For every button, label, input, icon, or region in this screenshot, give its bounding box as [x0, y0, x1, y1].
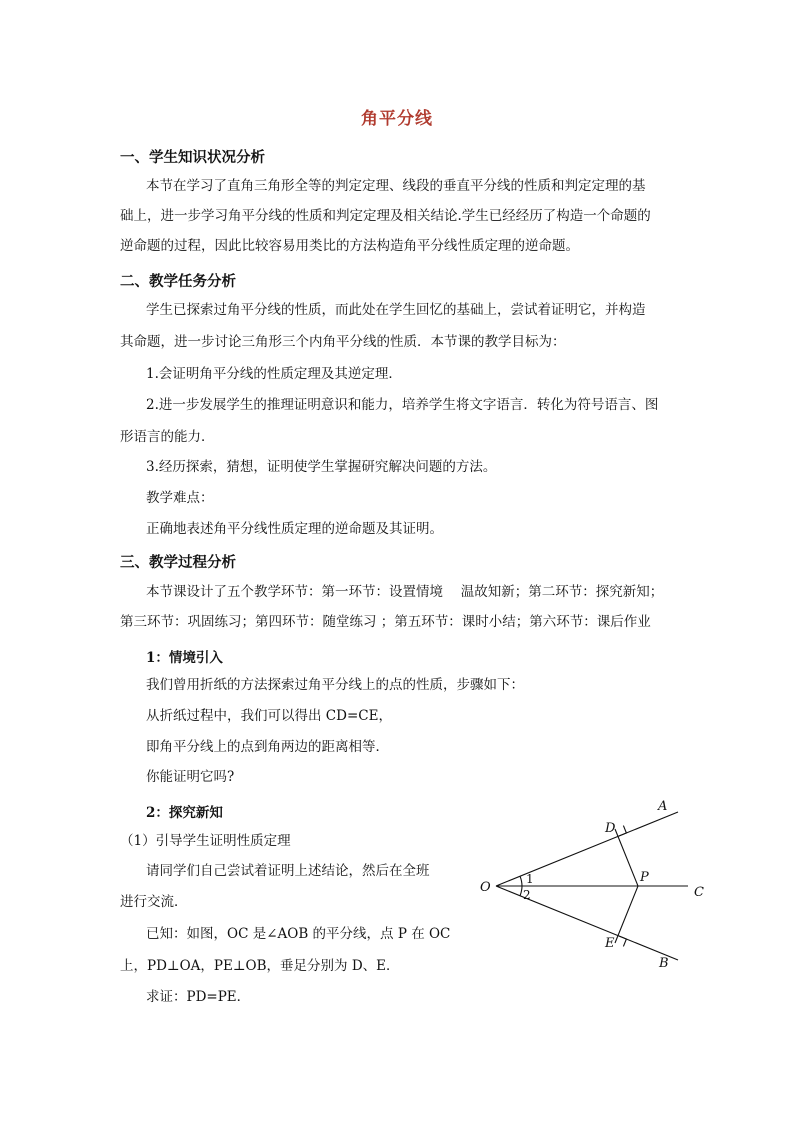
paragraph-line: 础上，进一步学习角平分线的性质和判定定理及相关结论.学生已经经历了构造一个命题的 [120, 208, 651, 224]
objective-item-2: 2.进一步发展学生的推理证明意识和能力，培养学生将文字语言．转化为符号语言、图 [146, 397, 659, 413]
paragraph-line: 第三环节：巩固练习；第四环节：随堂练习 ；第五环节：课时小结；第六环节：课后作业 [120, 614, 651, 630]
paragraph-line: 其命题，进一步讨论三角形三个内角平分线的性质．本节课的教学目标为： [120, 334, 566, 350]
label-b: B [659, 956, 669, 971]
objective-item-1: 1.会证明角平分线的性质定理及其逆定理． [146, 366, 402, 382]
label-d: D [605, 821, 616, 836]
objective-item-3: 3.经历探索，猜想，证明使学生掌握研究解决问题的方法。 [146, 459, 497, 475]
label-p: P [640, 870, 649, 885]
paragraph-line: 你能证明它吗? [146, 769, 235, 785]
right-angle-mark-d [619, 826, 626, 836]
paragraph-line: 逆命题的过程，因此比较容易用类比的方法构造角平分线性质定理的逆命题。 [120, 238, 579, 254]
page-title: 角平分线 [361, 109, 433, 129]
given-text-cont: 上，PD⊥OA，PE⊥OB，垂足分别为 D、E． [120, 958, 400, 974]
difficulty-label: 教学难点： [146, 490, 214, 506]
paragraph-line: 即角平分线上的点到角两边的距离相等． [146, 739, 389, 755]
label-angle-2: 2 [523, 888, 531, 902]
segment-pe [615, 886, 638, 943]
label-e: E [605, 936, 615, 951]
difficulty-text: 正确地表述角平分线性质定理的逆命题及其证明。 [146, 521, 443, 537]
label-angle-1: 1 [526, 872, 534, 886]
segment-pd [615, 829, 638, 886]
step-heading-2: 2：探究新知 [146, 805, 223, 821]
label-a: A [658, 799, 668, 814]
label-o: O [480, 880, 491, 895]
step-heading-1: 1：情境引入 [146, 650, 223, 666]
section-heading-1: 一、学生知识状况分析 [120, 149, 265, 166]
paragraph-line: 本节课设计了五个教学环节：第一环节：设置情境 温故知新；第二环节：探究新知； [146, 584, 664, 600]
given-text: 已知：如图，OC 是∠AOB 的平分线，点 P 在 OC [146, 926, 451, 942]
paragraph-line: 形语言的能力． [120, 429, 215, 445]
paragraph-line: 从折纸过程中，我们可以得出 CD=CE， [146, 708, 392, 724]
right-angle-mark-e [619, 936, 626, 946]
section-heading-3: 三、教学过程分析 [120, 554, 236, 571]
paragraph-line: （1）引导学生证明性质定理 [120, 833, 291, 849]
section-heading-2: 二、教学任务分析 [120, 273, 236, 290]
paragraph-line: 学生已探索过角平分线的性质，而此处在学生回忆的基础上，尝试着证明它，并构造 [146, 302, 646, 318]
angle-bisector-figure [468, 790, 718, 980]
ray-oa [496, 812, 678, 886]
label-c: C [694, 885, 704, 900]
paragraph-line: 本节在学习了直角三角形全等的判定定理、线段的垂直平分线的性质和判定定理的基 [146, 178, 646, 194]
paragraph-line: 我们曾用折纸的方法探索过角平分线上的点的性质，步骤如下： [146, 677, 524, 693]
prove-text: 求证：PD=PE． [146, 989, 251, 1005]
paragraph-line: 进行交流． [120, 894, 188, 910]
paragraph-line: 请同学们自己尝试着证明上述结论，然后在全班 [146, 863, 430, 879]
